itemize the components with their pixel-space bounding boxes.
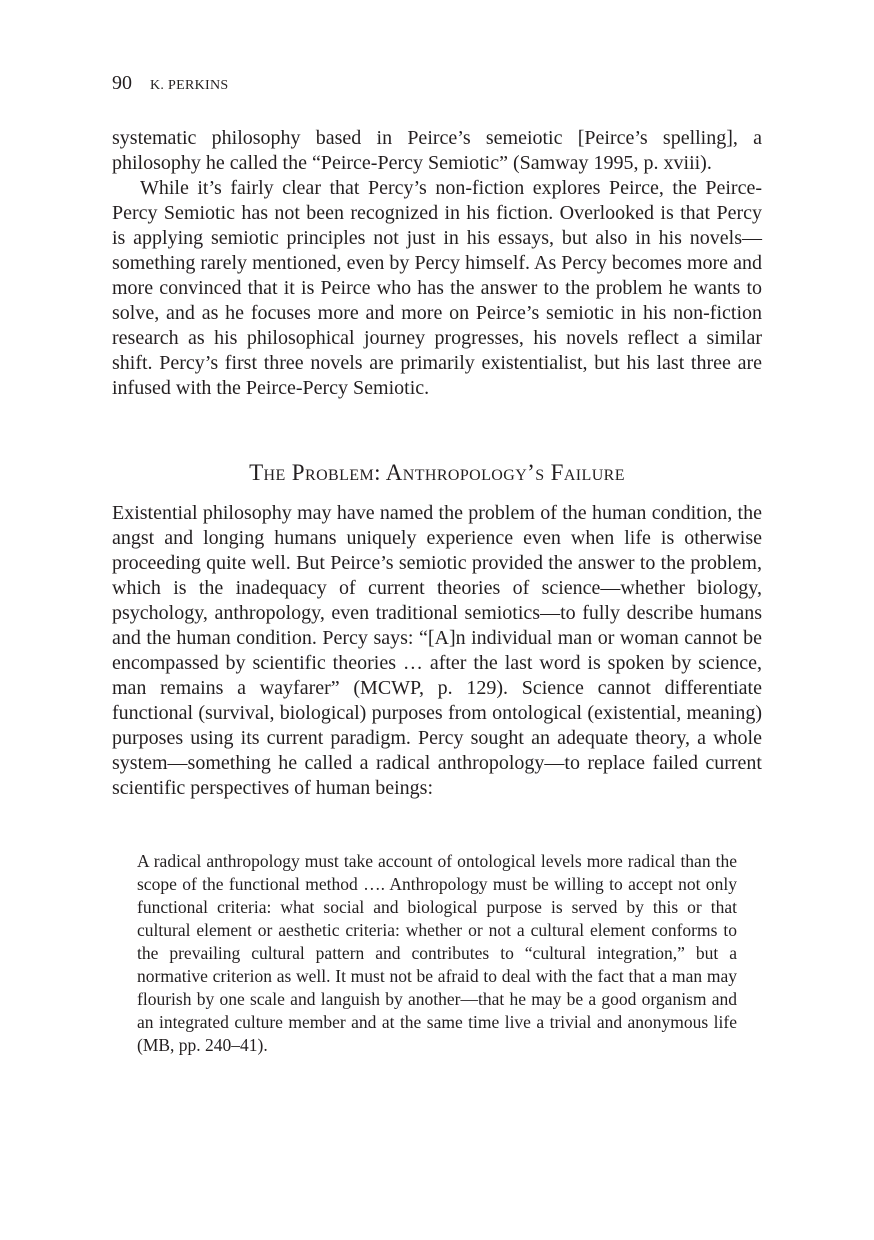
intro-paragraph-continued: systematic philosophy based in Peirce’s semeiotic [Peirce’s spelling], a philosophy he called the “Peirce-Percy Semiotic” (Samway 1995, p. xviii).	[112, 127, 762, 174]
page-number: 90	[112, 72, 132, 94]
intro-text	[112, 126, 762, 401]
intro-paragraph: While it’s fairly clear that Percy’s non-fiction explores Peirce, the Peirce-Percy Semiotic has not been recognized in his fiction. Overlooked is that Percy is applying semiotic principles not just in his essays, but also in his novels—something rarely mentioned, even by Percy himself. As Percy becomes more and more convinced that it is Peirce who has the answer to the problem he wants to solve, and as he focuses more and more on Peirce’s semiotic in his non-fiction research as his philosophical journey progresses, his novels reflect a similar shift. Percy’s first three novels are primarily existentialist, but his last three are infused with the Peirce-Percy Semiotic.	[112, 177, 762, 399]
section-paragraph: Existential philosophy may have named the problem of the human condition, the angst and longing humans uniquely experience even when life is otherwise proceeding quite well. But Peirce’s semiotic provided the answer to the problem, which is the inadequacy of current theories of science—whether biology, psychology, anthropology, even traditional semiotics—to fully describe humans and the human condition. Percy says: “[A]n individual man or woman cannot be encompassed by scientific theories … after the last word is spoken by science, man remains a wayfarer” (MCWP, p. 129). Science cannot differentiate functional (survival, biological) purposes from ontological (existential, meaning) purposes using its current paradigm. Percy sought an adequate theory, a whole system—something he called a radical anthropology—to replace failed current scientific perspectives of human beings:	[112, 502, 762, 799]
section-body	[112, 501, 762, 801]
section-heading: The Problem: Anthropology’s Failure	[249, 460, 625, 485]
running-head	[112, 72, 228, 96]
block-quote: A radical anthropology must take account of ontological levels more radical than the scope of the functional method …. Anthropology must be willing to accept not only functional criteria: what social and biological purpose is served by this or that cultural element or aesthetic criteria: whether or not a cultural element conforms to the prevailing cultural pattern and contributes to “cultural integration,” but a normative criterion as well. It must not be afraid to deal with the fact that a man may flourish by one scale and languish by another—that he may be a good organism and an integrated culture member and at the same time live a trivial and anonymous life (MB, pp. 240–41).	[137, 851, 737, 1055]
running-head-author: K. PERKINS	[150, 78, 229, 93]
